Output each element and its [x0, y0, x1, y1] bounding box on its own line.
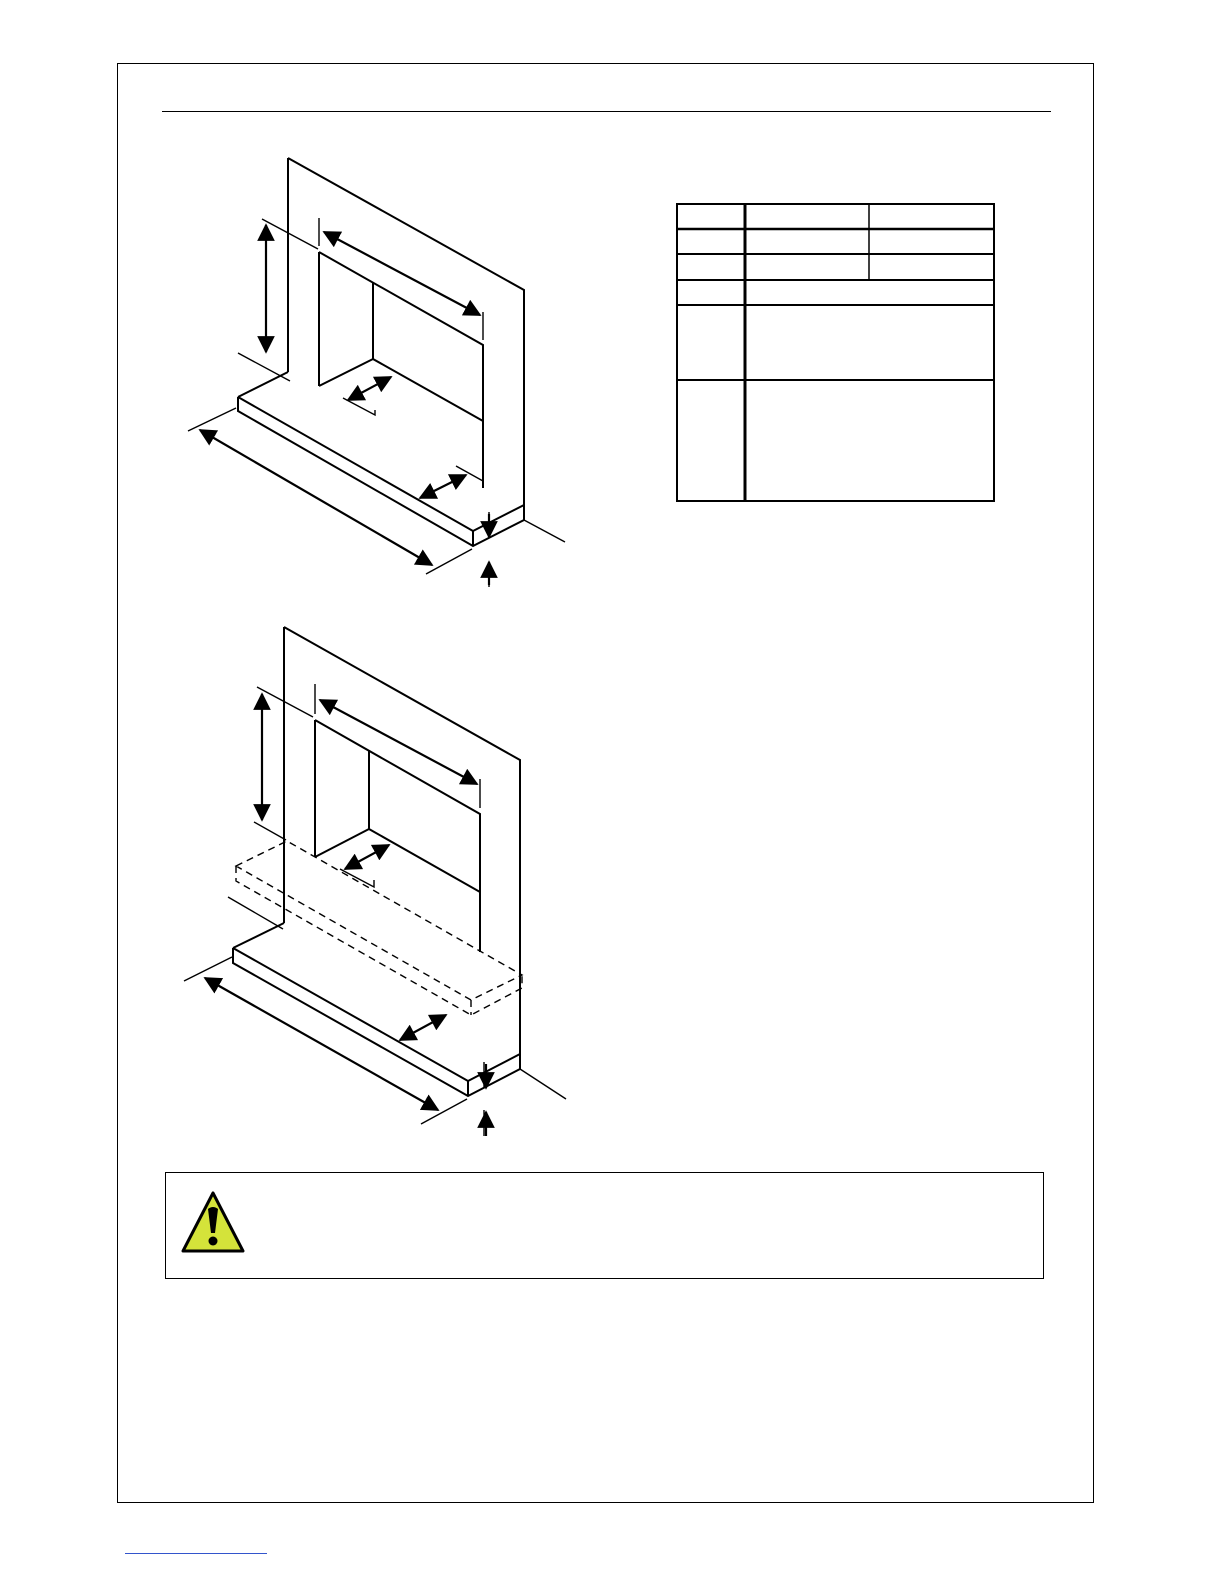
footer-link-underline[interactable] — [125, 1553, 267, 1554]
dimension-table — [676, 203, 995, 502]
fireplace-hearth-raised-figure — [0, 0, 620, 1160]
warning-triangle-icon — [179, 1189, 247, 1257]
warning-box — [165, 1172, 1044, 1279]
